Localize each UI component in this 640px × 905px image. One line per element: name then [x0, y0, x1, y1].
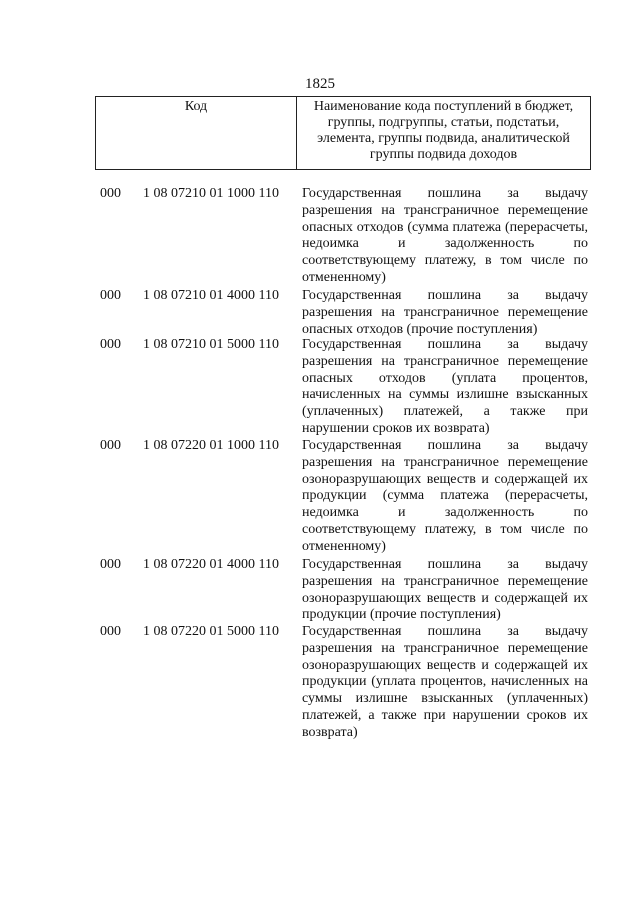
row-description: Государственная пошлина за выдачу разрешения на трансграничное перемещение озоноразрушающих веществ и содержащей их продукции (прочие поступления) [302, 557, 588, 623]
row-prefix: 000 [100, 186, 121, 201]
row-code: 1 08 07210 01 1000 110 [143, 186, 279, 201]
row-description: Государственная пошлина за выдачу разрешения на трансграничное перемещение озоноразрушающих веществ и содержащей их продукции (сумма платежа (перерасчеты, недоимка и задолженность по соответствующему платежу, в том числе по отмененному) [302, 438, 588, 554]
row-description: Государственная пошлина за выдачу разрешения на трансграничное перемещение опасных отходов (прочие поступления) [302, 288, 588, 337]
page-number: 1825 [305, 76, 335, 92]
code-list [100, 186, 590, 744]
row-code: 1 08 07220 01 5000 110 [143, 624, 279, 639]
table-row [100, 337, 590, 438]
row-code: 1 08 07220 01 4000 110 [143, 557, 279, 572]
row-code: 1 08 07220 01 1000 110 [143, 438, 279, 453]
row-prefix: 000 [100, 337, 121, 352]
table-row [100, 557, 590, 624]
table-row [100, 288, 590, 337]
table-header [95, 96, 591, 170]
row-prefix: 000 [100, 438, 121, 453]
row-description: Государственная пошлина за выдачу разрешения на трансграничное перемещение опасных отходов (уплата процентов, начисленных на суммы излишне взысканных (уплаченных) платежей, а также при нарушении сроков их возврата) [302, 337, 588, 436]
row-code: 1 08 07210 01 5000 110 [143, 337, 279, 352]
row-prefix: 000 [100, 557, 121, 572]
row-prefix: 000 [100, 288, 121, 303]
header-code: Код [96, 97, 297, 170]
row-description: Государственная пошлина за выдачу разрешения на трансграничное перемещение озоноразрушающих веществ и содержащей их продукции (уплата процентов, начисленных на суммы излишне взысканных (уплаченных) платежей, а также при нарушении сроков их возврата) [302, 624, 588, 740]
table-row [100, 624, 590, 744]
row-prefix: 000 [100, 624, 121, 639]
table-row [100, 438, 590, 557]
table-header-row [96, 97, 591, 170]
row-code: 1 08 07210 01 4000 110 [143, 288, 279, 303]
table-row [100, 186, 590, 288]
header-name: Наименование кода поступлений в бюджет, группы, подгруппы, статьи, подстатьи, элемента, группы подвида, аналитической группы подвида доходов [297, 97, 591, 170]
row-description: Государственная пошлина за выдачу разрешения на трансграничное перемещение опасных отходов (сумма платежа (перерасчеты, недоимка и задолженность по соответствующему платежу, в том числе по отмененному) [302, 186, 588, 285]
